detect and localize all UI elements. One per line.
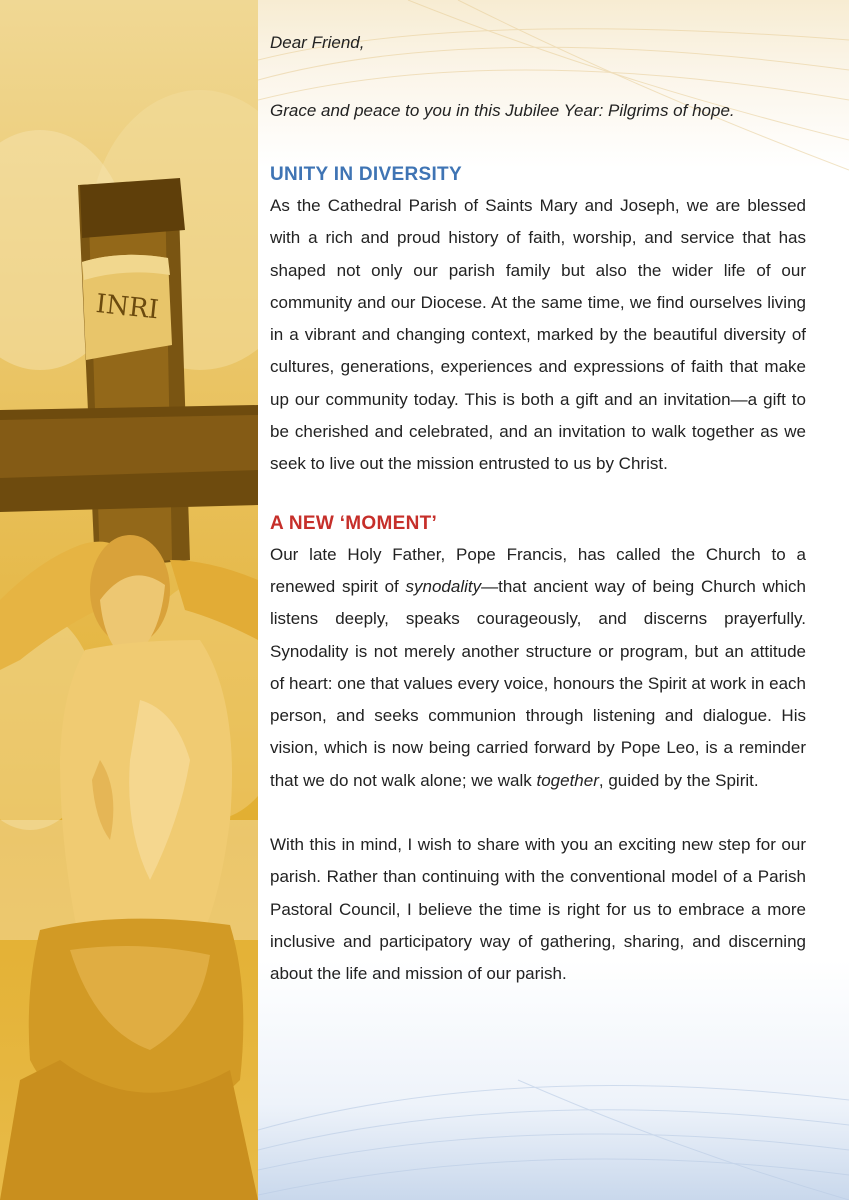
unity-paragraph: As the Cathedral Parish of Saints Mary and Joseph, we are blessed with a rich and proud history of faith, worship, and service that has shaped not only our parish family but also the wider life of our community and our Diocese. At the same time, we find ourselves living in a vibrant and changing context, marked by the beautiful diversity of cultures, generations, experiences and expressions of faith that make up our community today. This is both a gift and an invitation—a gift to be cherished and celebrated, and an invitation to walk together as we seek to live out the mission entrusted to us by Christ. [270,196,806,474]
crucifix-image [0,0,258,1200]
inri-sign: INRI [94,289,161,326]
crucifix-illustration [0,0,258,1200]
greeting: Dear Friend, [270,33,365,52]
section-heading-unity: UNITY IN DIVERSITY [270,164,462,185]
section-heading-new-moment: A NEW ‘MOMENT’ [270,512,438,534]
synodality-paragraph [270,539,806,797]
subgreeting: Grace and peace to you in this Jubilee Year: Pilgrims of hope. [270,101,735,120]
new-step-paragraph: With this in mind, I wish to share with you an exciting new step for our parish. Rather than continuing with the conventional model of a Parish Pastoral Council, I believe the time is right for us to embrace a more inclusive and participatory way of gathering, sharing, and discerning about the life and mission of our parish. [270,835,806,984]
synodality-text-1: Our late Holy Father, Pope Francis, has called the Church to a renewed spirit of [270,544,806,596]
letter-body [270,28,806,991]
synodality-text-3: , guided by the Spirit. [598,770,759,790]
synodality-text-2: —that ancient way of being Church which listens deeply, speaks courageously, and discerns prayerfully. Synodality is not merely another structure or program, but an attitude of heart: one that values every voice, honours the Spirit at work in each person, and seeks communion through listening and dialogue. His vision, which is now being carried forward by Pope Leo, is a reminder that we do not walk alone; we walk [270,576,806,790]
synodality-emphasis: synodality [405,576,482,596]
together-emphasis: together [536,770,599,790]
